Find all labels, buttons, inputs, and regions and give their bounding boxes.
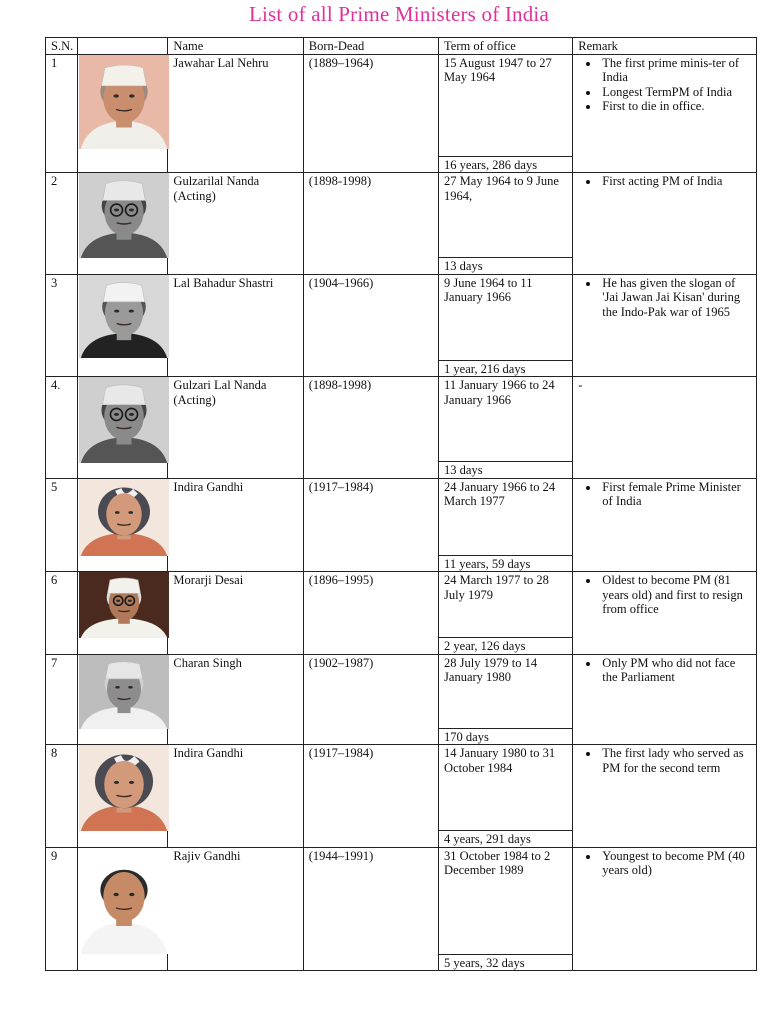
sn-cell: 2 [46,173,78,275]
remark-item: • Youngest to become PM (40 years old) [600,849,751,878]
remark-list [578,746,751,775]
born-dead-cell: (1944–1991) [303,847,438,971]
sn-cell: 5 [46,478,78,572]
portrait-cell [78,54,168,173]
table-row [46,572,757,638]
duration-cell: 16 years, 286 days [439,156,573,173]
portrait-cell [78,377,168,479]
duration-cell: 13 days [439,258,573,275]
name-cell: Lal Bahadur Shastri [168,274,303,377]
header-born-dead: Born-Dead [303,38,438,55]
remark-cell [573,478,757,572]
sn-cell: 7 [46,654,78,745]
remark-list [578,276,751,320]
portrait-cell [78,478,168,572]
duration-cell: 1 year, 216 days [439,360,573,377]
remark-item: • Oldest to become PM (81 years old) and first to resign from office [600,573,751,617]
remark-cell [573,745,757,848]
header-term: Term of office [439,38,573,55]
portrait-photo [78,572,170,638]
header-photo [78,38,168,55]
remark-cell [573,572,757,655]
portrait-photo [78,848,170,954]
portrait-photo [78,275,170,358]
portrait-photo [78,173,170,258]
portrait-cell [78,745,168,848]
portrait-cell [78,274,168,377]
table-row [46,745,757,831]
born-dead-cell: (1902–1987) [303,654,438,745]
remark-item: • The first prime minis-ter of India [600,56,751,85]
portrait-cell [78,847,168,971]
born-dead-cell: (1898-1998) [303,377,438,479]
remark-item: • The first lady who served as PM for the second term [600,746,751,775]
duration-cell: 11 years, 59 days [439,555,573,572]
sn-cell: 6 [46,572,78,655]
born-dead-cell: (1896–1995) [303,572,438,655]
name-cell: Jawahar Lal Nehru [168,54,303,173]
portrait-photo [78,655,170,729]
remark-cell [573,654,757,745]
table-row [46,54,757,156]
remark-item: • Longest TermPM of India [600,85,751,100]
table-row [46,478,757,555]
name-cell: Rajiv Gandhi [168,847,303,971]
term-cell: 9 June 1964 to 11 January 1966 [439,274,573,360]
term-cell: 14 January 1980 to 31 October 1984 [439,745,573,831]
portrait-photo [78,377,170,463]
portrait-cell [78,654,168,745]
remark-list [578,174,751,189]
term-cell: 24 January 1966 to 24 March 1977 [439,478,573,555]
born-dead-cell: (1917–1984) [303,478,438,572]
born-dead-cell: (1904–1966) [303,274,438,377]
remark-cell [573,274,757,377]
remark-item: • He has given the slogan of 'Jai Jawan Jai Kisan' during the Indo-Pak war of 1965 [600,276,751,320]
term-cell: 24 March 1977 to 28 July 1979 [439,572,573,638]
name-cell: Morarji Desai [168,572,303,655]
table-row [46,847,757,954]
prime-ministers-table [45,37,757,971]
table-row [46,377,757,462]
portrait-cell [78,572,168,655]
remark-item: • First to die in office. [600,99,751,114]
remark-list [578,849,751,878]
duration-cell: 4 years, 291 days [439,831,573,848]
remark-cell [573,847,757,971]
born-dead-cell: (1889–1964) [303,54,438,173]
portrait-cell [78,173,168,275]
remark-cell: - [573,377,757,479]
table-row [46,274,757,360]
term-cell: 15 August 1947 to 27 May 1964 [439,54,573,156]
remark-item: • First female Prime Minister of India [600,480,751,509]
sn-cell: 4. [46,377,78,479]
name-cell: Gulzari Lal Nanda (Acting) [168,377,303,479]
header-remark: Remark [573,38,757,55]
table-row [46,654,757,728]
sn-cell: 9 [46,847,78,971]
remark-item: • Only PM who did not face the Parliament [600,656,751,685]
remark-list [578,656,751,685]
term-cell: 28 July 1979 to 14 January 1980 [439,654,573,728]
remark-cell [573,173,757,275]
portrait-photo [78,479,170,556]
table-row [46,173,757,258]
duration-cell: 13 days [439,462,573,479]
born-dead-cell: (1898-1998) [303,173,438,275]
name-cell: Gulzarilal Nanda (Acting) [168,173,303,275]
header-name: Name [168,38,303,55]
remark-list [578,573,751,617]
duration-cell: 170 days [439,728,573,745]
name-cell: Indira Gandhi [168,745,303,848]
name-cell: Indira Gandhi [168,478,303,572]
table-header-row [46,38,757,55]
sn-cell: 8 [46,745,78,848]
term-cell: 27 May 1964 to 9 June 1964, [439,173,573,258]
remark-cell [573,54,757,173]
remark-list [578,56,751,114]
remark-item: • First acting PM of India [600,174,751,189]
duration-cell: 5 years, 32 days [439,954,573,971]
portrait-photo [78,55,170,149]
term-cell: 31 October 1984 to 2 December 1989 [439,847,573,954]
sn-cell: 3 [46,274,78,377]
sn-cell: 1 [46,54,78,173]
name-cell: Charan Singh [168,654,303,745]
portrait-photo [78,745,170,831]
remark-list [578,480,751,509]
page-title: List of all Prime Ministers of India [249,2,549,26]
born-dead-cell: (1917–1984) [303,745,438,848]
duration-cell: 2 year, 126 days [439,638,573,655]
term-cell: 11 January 1966 to 24 January 1966 [439,377,573,462]
header-sn: S.N. [46,38,78,55]
